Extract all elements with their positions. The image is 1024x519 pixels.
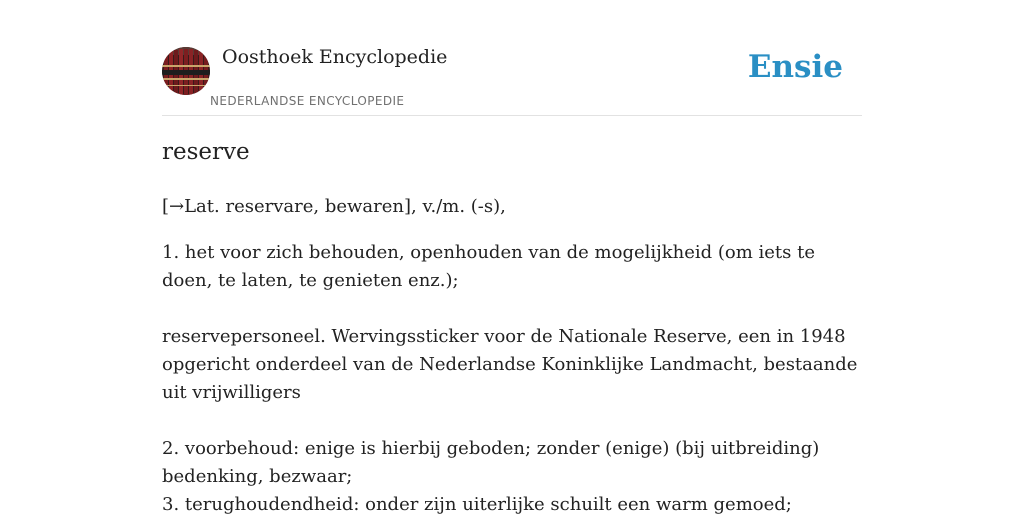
entry-etymology: [→Lat. reservare, bewaren], v./m. (-s), [162,196,506,217]
page-container [162,0,862,515]
definition-3: 3. terughoudendheid: onder zijn uiterlijke schuilt een warm gemoed; [162,494,792,515]
definition-1: 1. het voor zich behouden, openhouden van de mogelijkheid (om iets te doen, te laten, te genieten enz.); [162,242,816,291]
paragraph-spacer [162,295,862,323]
definition-2: 2. voorbehoud: enige is hierbij geboden; zonder (enige) (bij uitbreiding) bedenking, bezwaar; [162,438,820,487]
entry-body [162,239,862,519]
site-header [162,0,862,116]
paragraph-spacer [162,407,862,435]
site-subtitle: NEDERLANDSE ENCYCLOPEDIE [210,94,405,108]
entry-title: reserve [162,139,250,165]
brand-logo-link[interactable]: Ensie [747,49,843,85]
image-caption: reservepersoneel. Wervingssticker voor de Nationale Reserve, een in 1948 opgericht onderdeel van de Nederlandse Koninklijke Landmacht, bestaande uit vrijwilligers [162,326,858,403]
site-title[interactable]: Oosthoek Encyclopedie [222,46,448,68]
encyclopedia-books-icon[interactable] [162,47,210,95]
